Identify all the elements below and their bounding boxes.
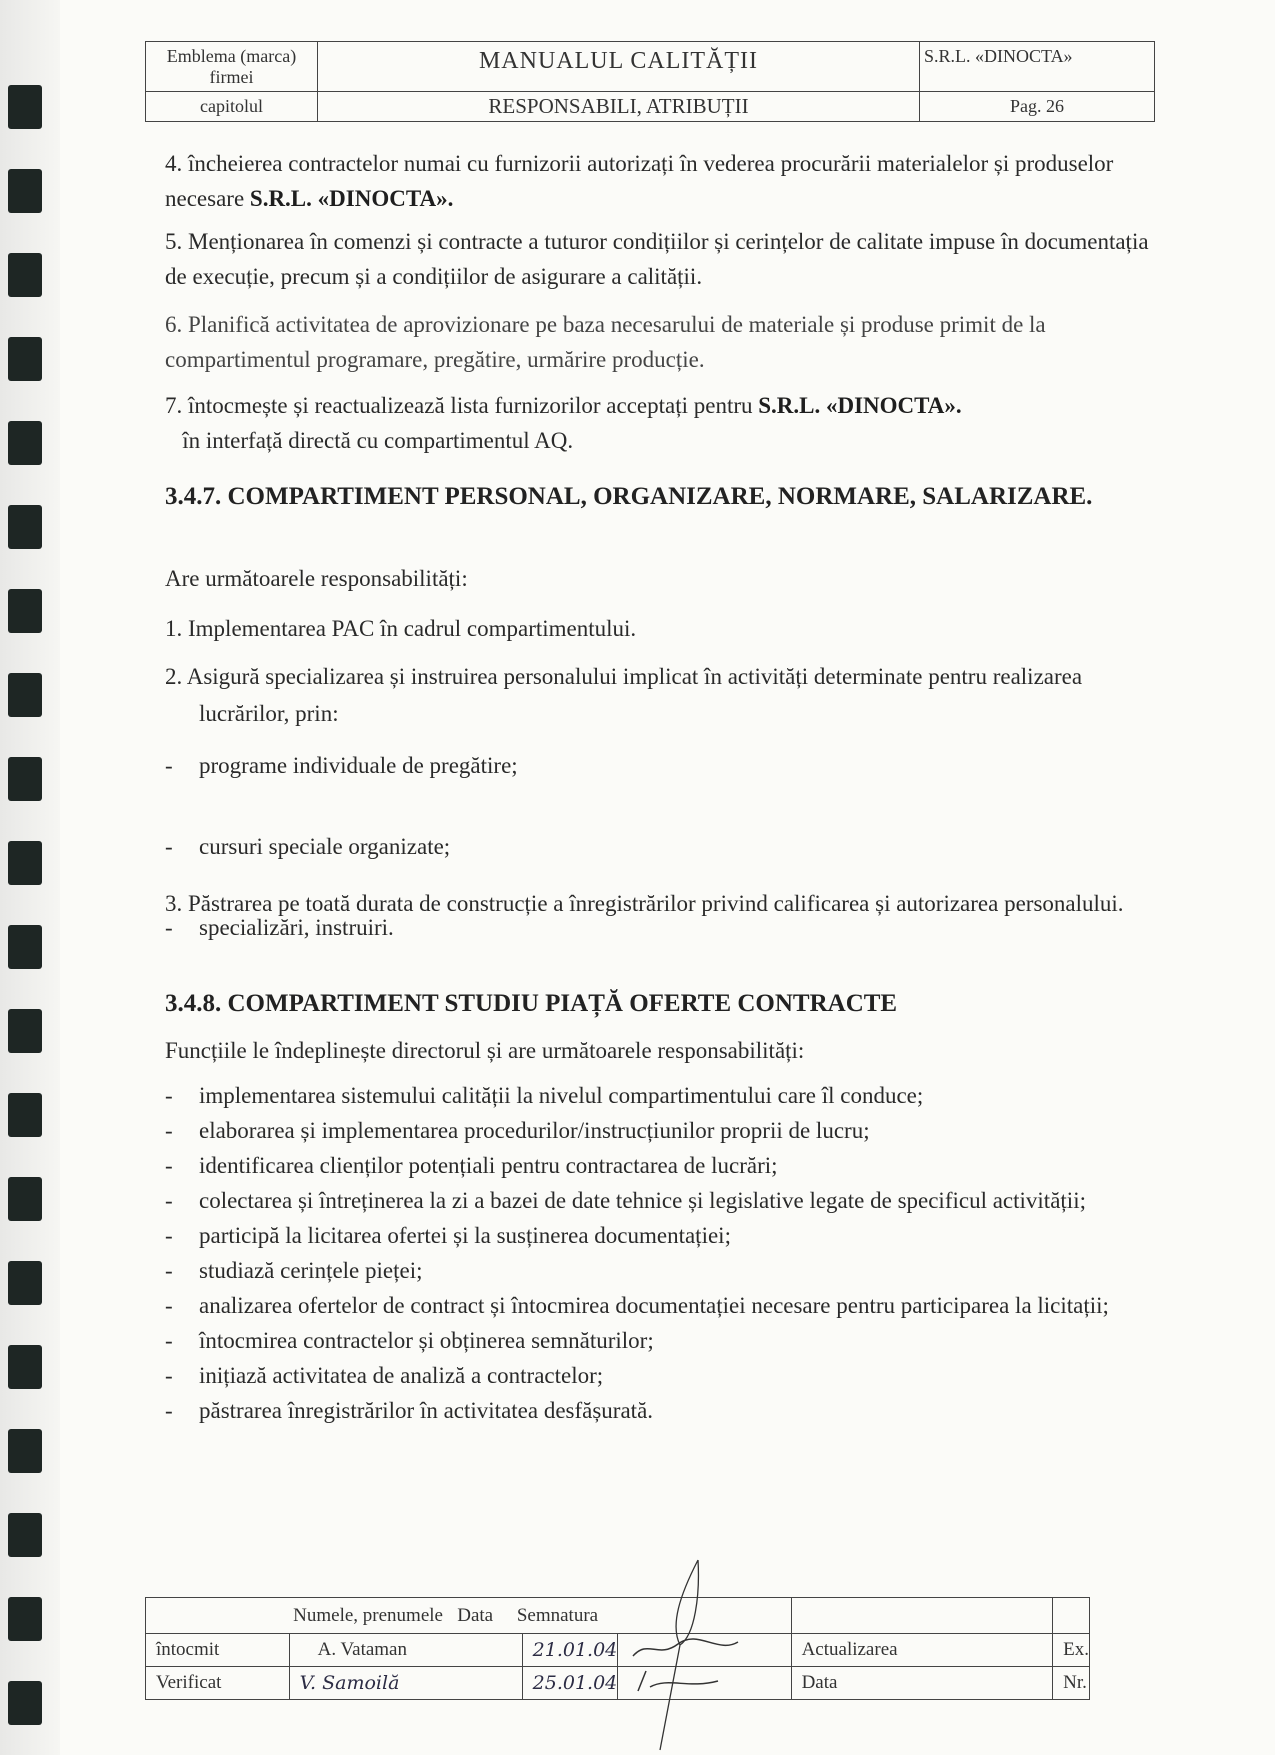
dash: -: [165, 1118, 173, 1143]
item-7: 7. întocmește și reactualizează lista furnizorilor acceptați pentru S.R.L. «DINOCTA». în interfață directă cu compartimentul AQ.: [165, 393, 962, 453]
dash: -: [165, 1153, 173, 1178]
dash: -: [165, 1188, 173, 1213]
dash: -: [165, 834, 173, 859]
binder-hole: [8, 505, 42, 549]
verified-label: Verificat: [146, 1667, 290, 1700]
binder-hole: [8, 1429, 42, 1473]
subitem: - cursuri speciale organizate;: [165, 829, 1189, 864]
binder-hole: [8, 1597, 42, 1641]
list-item: - participă la licitarea ofertei și la susținerea documentației;: [165, 1218, 1150, 1253]
emblem-cell: Emblema (marca) firmei: [146, 42, 318, 92]
dash: -: [165, 1398, 173, 1423]
section-348-heading: 3.4.8. COMPARTIMENT STUDIU PIAȚĂ OFERTE CONTRACTE: [165, 990, 898, 1017]
chapter-label: capitolul: [146, 92, 318, 122]
item-5: 5. Menționarea în comenzi și contracte a tuturor condițiilor și cerințelor de calitate impuse în documentația de execuție, precum și a condițiilor de asigurare a calității.: [165, 229, 1149, 289]
signature-stroke-icon: [640, 1555, 730, 1755]
dash: -: [165, 1293, 173, 1318]
list-item: - implementarea sistemului calității la nivelul compartimentului care îl conduce;: [165, 1078, 1150, 1113]
approval-table: [145, 1597, 1090, 1700]
binder-hole: [8, 925, 42, 969]
manual-title: MANUALUL CALITĂȚII: [318, 42, 920, 92]
list-item: - inițiază activitatea de analiză a contractelor;: [165, 1358, 1150, 1393]
prepared-label: întocmit: [146, 1634, 290, 1667]
prepared-name: A. Vataman: [289, 1634, 522, 1667]
prepared-date: 21.01.04: [522, 1634, 618, 1667]
subitem: - specializări, instruiri.: [165, 910, 1189, 945]
dash: -: [165, 1223, 173, 1248]
section-347-heading-block: [165, 478, 1095, 515]
approval-column-headers: Numele, prenumele Data Semnatura: [289, 1598, 791, 1634]
binder-hole: [8, 1345, 42, 1389]
binder-hole: [8, 1093, 42, 1137]
nr-label: Nr.: [1053, 1667, 1090, 1700]
binder-edge: [0, 0, 60, 1755]
binder-hole: [8, 1513, 42, 1557]
header-table: [145, 41, 1155, 122]
section-348-intro: Funcțiile le îndeplinește directorul și are următoarele responsabilități:: [165, 1038, 805, 1063]
section-348-list: [165, 1078, 1150, 1428]
dash: -: [165, 1328, 173, 1353]
verified-date: 25.01.04: [522, 1667, 618, 1700]
section-347-item-1: 1. Implementarea PAC în cadrul compartimentului.: [165, 616, 637, 641]
dash: -: [165, 1363, 173, 1388]
section-347-intro: Are următoarele responsabilități:: [165, 566, 468, 591]
binder-hole: [8, 1681, 42, 1725]
binder-hole: [8, 253, 42, 297]
dash: -: [165, 1258, 173, 1283]
binder-hole: [8, 421, 42, 465]
section-348-heading-block: [165, 985, 1155, 1022]
update-label: Actualizarea: [791, 1634, 1053, 1667]
verified-name: V. Samoilă: [289, 1667, 522, 1700]
binder-hole: [8, 1009, 42, 1053]
list-item: - colectarea și întreținerea la zi a bazei de date tehnice și legislative legate de specificul activității;: [165, 1183, 1150, 1218]
binder-hole: [8, 589, 42, 633]
dash: -: [165, 915, 173, 940]
item-6: 6. Planifică activitatea de aprovizionare pe baza necesarului de materiale și produse primit de la compartimentul programare, pregătire, urmărire producție.: [165, 312, 1046, 372]
binder-hole: [8, 1177, 42, 1221]
list-item: - păstrarea înregistrărilor în activitatea desfășurată.: [165, 1393, 1150, 1428]
section-347-item-2: 2. Asigură specializarea și instruirea personalului implicat în activități determinate pentru realizarea lucrărilor, prin:: [165, 664, 1083, 726]
list-item: - întocmirea contractelor și obținerea semnăturilor;: [165, 1323, 1150, 1358]
dash: -: [165, 753, 173, 778]
section-347-item-3: 3. Păstrarea pe toată durata de construcție a înregistrărilor privind calificarea și autorizarea personalului.: [165, 891, 1124, 916]
ex-label: Ex.: [1053, 1634, 1090, 1667]
list-item: - analizarea ofertelor de contract și întocmirea documentației necesare pentru participarea la licitații;: [165, 1288, 1150, 1323]
binder-hole: [8, 85, 42, 129]
binder-hole: [8, 673, 42, 717]
binder-hole: [8, 1261, 42, 1305]
list-item: - elaborarea și implementarea procedurilor/instrucțiunilor proprii de lucru;: [165, 1113, 1150, 1148]
binder-hole: [8, 757, 42, 801]
chapter-title: RESPONSABILI, ATRIBUȚII: [318, 92, 920, 122]
binder-hole: [8, 169, 42, 213]
binder-hole: [8, 337, 42, 381]
section-347-heading: 3.4.7. COMPARTIMENT PERSONAL, ORGANIZARE, NORMARE, SALARIZARE.: [165, 483, 1093, 510]
binder-hole: [8, 841, 42, 885]
list-item: - identificarea clienților potențiali pentru contractarea de lucrări;: [165, 1148, 1150, 1183]
page-number: Pag. 26: [920, 92, 1155, 122]
list-item: - studiază cerințele pieței;: [165, 1253, 1150, 1288]
dash: -: [165, 1083, 173, 1108]
date-label: Data: [791, 1667, 1053, 1700]
subitem: - programe individuale de pregătire;: [165, 748, 1189, 783]
item-4: 4. încheierea contractelor numai cu furnizorii autorizați în vederea procurării materialelor și produselor necesare S.R.L. «DINOCTA».: [165, 151, 1114, 211]
company-name: S.R.L. «DINOCTA»: [920, 42, 1155, 92]
